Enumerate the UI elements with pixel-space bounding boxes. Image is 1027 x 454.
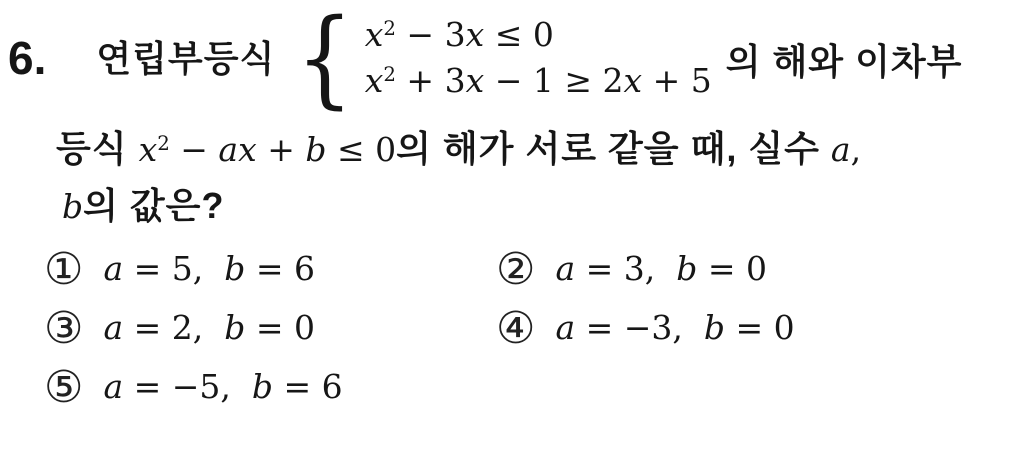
question-sentence-2: 등식 $x^2$ − ax + b ≤ 0의 해가 서로 같을 때, 실수 a, [56,128,862,169]
choice-1 [44,243,496,295]
left-brace: { [296,0,354,119]
choice-3-circled-number: ③ [44,302,84,354]
intro-text: 연립부등식 [96,37,276,79]
question-sentence-3: b의 값은? [62,184,225,226]
choice-1-expression: a = 5, b = 6 [103,249,316,289]
system-equations [365,14,712,103]
choice-5-circled-number: ⑤ [44,361,84,413]
after-system-text: 의 해와 이차부 [725,40,963,82]
choice-4-expression: a = −3, b = 0 [555,308,795,348]
choice-4-circled-number: ④ [496,302,536,354]
question-header-row [0,0,1027,119]
choice-5 [44,361,496,413]
answer-choices [44,243,1027,413]
choice-2-circled-number: ② [496,243,536,295]
choice-4 [496,302,1027,354]
inequality-system [291,0,712,119]
system-line-1: $x^2 - 3x \le 0$ [364,14,554,54]
choice-3-expression: a = 2, b = 0 [103,308,316,348]
system-line-2: $x^2 + 3x - 1 \ge 2x + 5$ [364,60,712,100]
choice-2-expression: a = 3, b = 0 [555,249,768,289]
choice-3 [44,302,496,354]
choice-5-expression: a = −5, b = 6 [103,367,343,407]
choice-2 [496,243,1027,295]
choice-1-circled-number: ① [44,243,84,295]
question-number: 6. [8,32,47,84]
